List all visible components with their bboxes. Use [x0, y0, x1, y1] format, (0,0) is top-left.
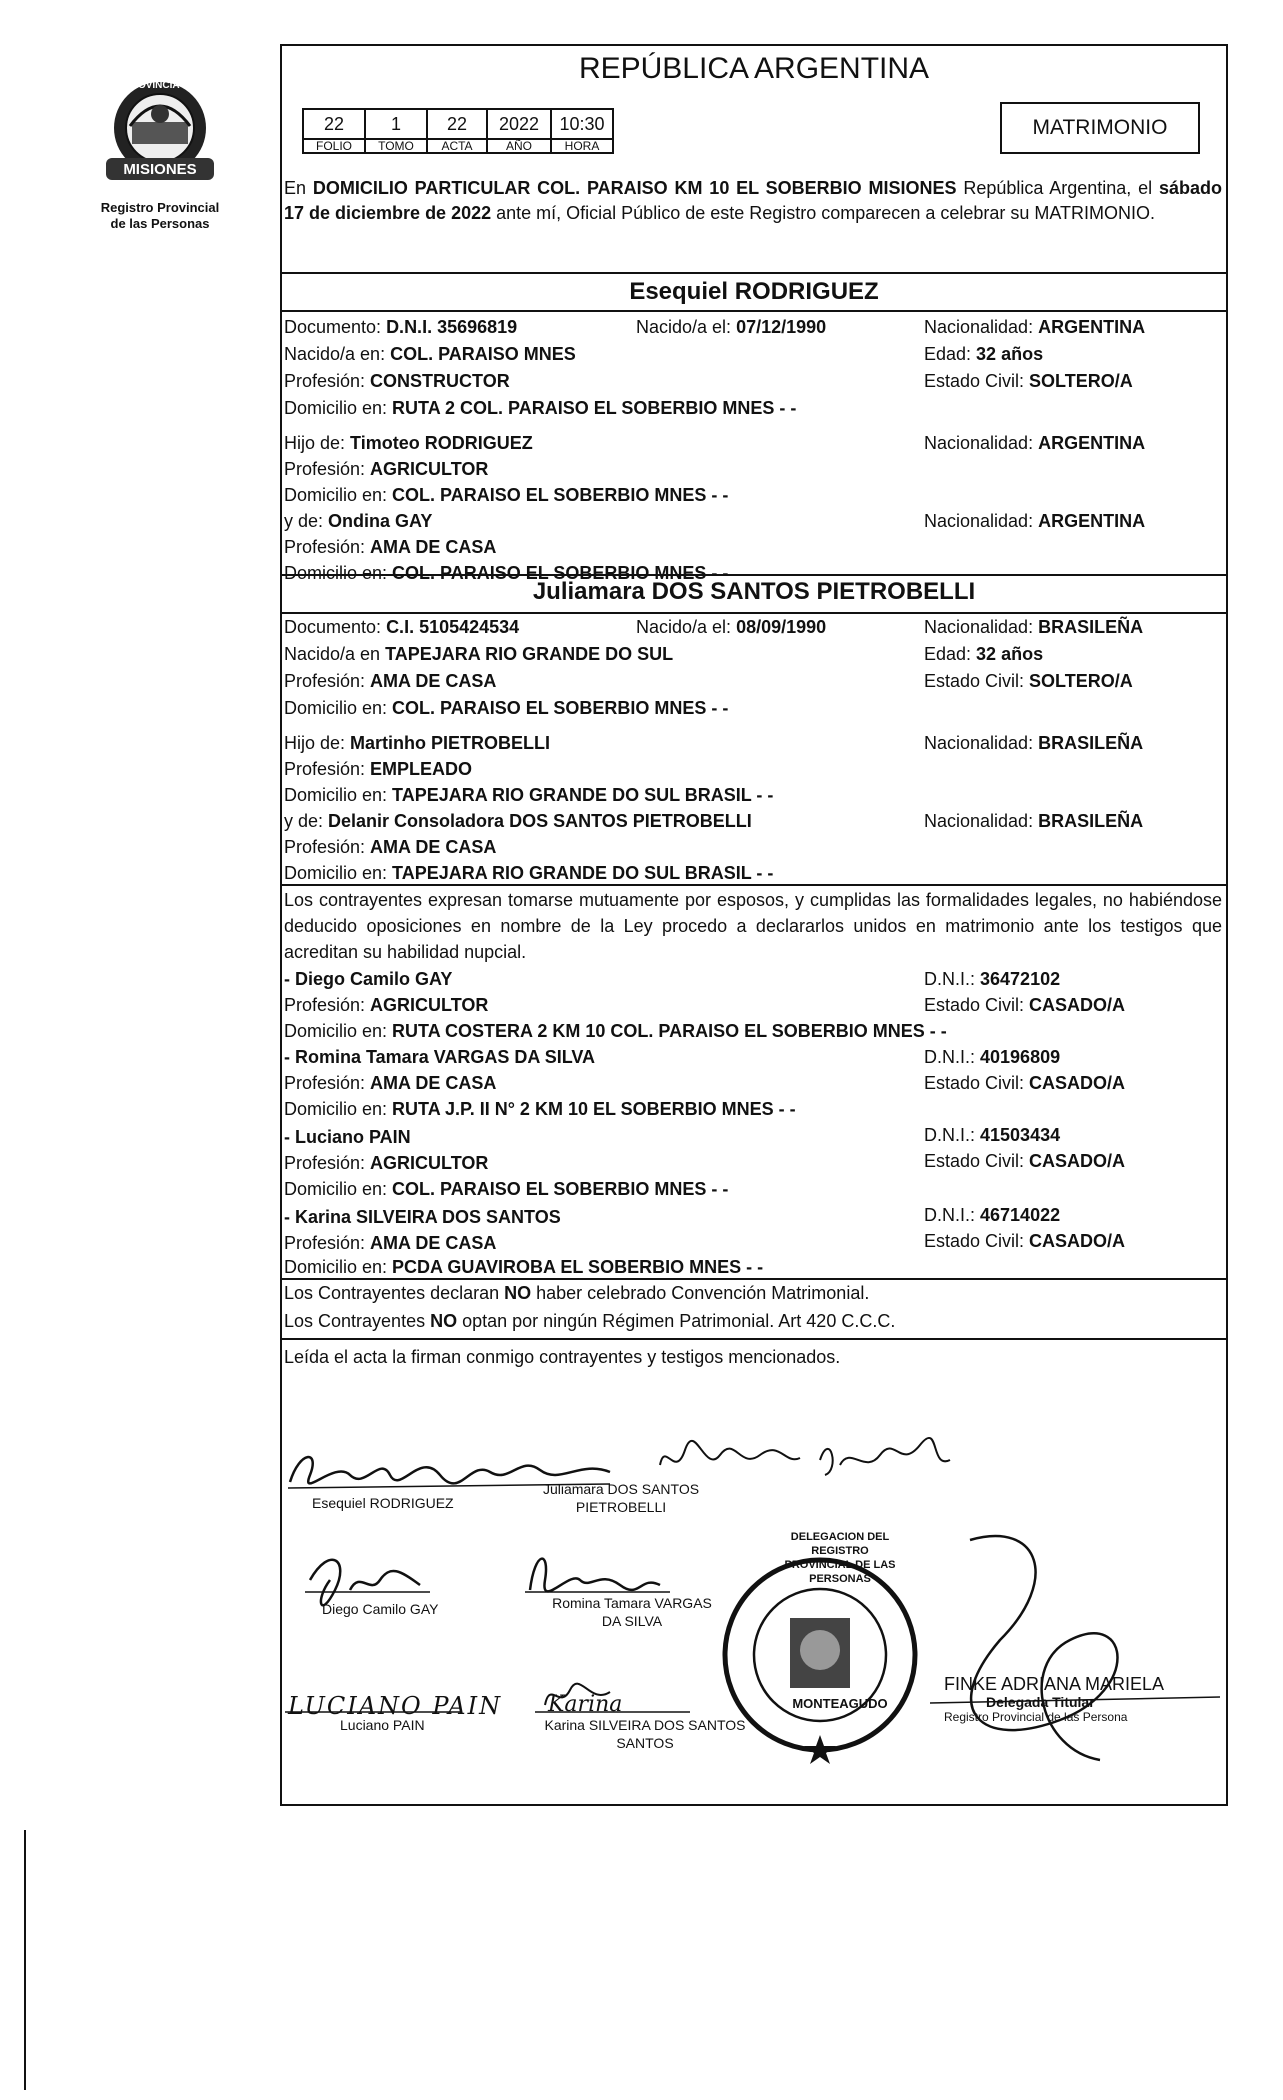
declaration-paragraph: Los contrayentes expresan tomarse mutuamente por esposos, y cumplidas las formalidades legales, no habiéndose deducido oposiciones en nombre de la Ley procedo a declararlos unidos en matrimonio ante los testigos que acreditan su habilidad nupcial.	[284, 890, 1222, 962]
value: AMA DE CASA	[370, 671, 497, 691]
text: optan por ningún Régimen Patrimonial. Art 420 C.C.C.	[457, 1311, 896, 1331]
value: 08/09/1990	[736, 617, 827, 637]
value: COL. PARAISO EL SOBERBIO MNES - -	[392, 698, 729, 718]
spouse1-birthplace	[284, 343, 576, 365]
spouse1-age	[924, 343, 1043, 365]
value: AMA DE CASA	[370, 837, 497, 857]
label: Hijo de:	[284, 733, 351, 753]
spouse2-father-profession	[284, 758, 472, 780]
label: Hijo de:	[284, 433, 351, 453]
label: Documento:	[284, 317, 387, 337]
value: TAPEJARA RIO GRANDE DO SUL BRASIL - -	[392, 863, 774, 883]
convention-note	[284, 1282, 869, 1304]
label: Nacido/a el:	[636, 617, 737, 637]
spouse1-father-address	[284, 484, 728, 506]
value: BRASILEÑA	[1038, 617, 1144, 637]
label: Profesión:	[284, 1153, 371, 1173]
label: Nacionalidad:	[924, 733, 1039, 753]
value: CASADO/A	[1029, 1151, 1126, 1171]
year-value: 2022	[487, 109, 551, 139]
spouse1-father-nationality	[924, 432, 1145, 454]
label: Nacionalidad:	[924, 317, 1039, 337]
spouse1-profession	[284, 370, 510, 392]
value: 46714022	[980, 1205, 1061, 1225]
value: 36472102	[980, 969, 1061, 989]
value: Delanir Consoladora DOS SANTOS PIETROBELLI	[328, 811, 752, 831]
spouse2-civil-status	[924, 670, 1133, 692]
label: Nacido/a en:	[284, 344, 391, 364]
spouse2-mother	[284, 810, 752, 832]
label: Estado Civil:	[924, 995, 1030, 1015]
patrimonial-regime-note	[284, 1310, 895, 1332]
registry-logo-emblem	[100, 66, 220, 196]
sig-label-luciano: Luciano PAIN	[340, 1717, 425, 1733]
signature-karina-text: Karina	[548, 1692, 623, 1717]
value: AMA DE CASA	[370, 537, 497, 557]
witness3-address	[284, 1178, 728, 1200]
label: y de:	[284, 511, 329, 531]
ceremony-place: DOMICILIO PARTICULAR COL. PARAISO KM 10 EL SOBERBIO MISIONES	[312, 178, 957, 198]
label: Nacionalidad:	[924, 433, 1039, 453]
ceremony-date: sábado 17 de diciembre de 2022	[284, 178, 1222, 223]
label: Nacido/a el:	[636, 317, 737, 337]
label: Estado Civil:	[924, 1073, 1030, 1093]
sig-label-esequiel: Esequiel RODRIGUEZ	[312, 1495, 454, 1511]
spouse1-civil-status	[924, 370, 1133, 392]
label: y de:	[284, 811, 329, 831]
witness2-civil-status	[924, 1072, 1125, 1094]
tomo-label: TOMO	[365, 139, 427, 153]
record-numbers-table	[302, 108, 614, 154]
label: Nacido/a en	[284, 644, 386, 664]
label: Profesión:	[284, 1233, 371, 1253]
text: Los Contrayentes declaran	[284, 1283, 505, 1303]
label: Profesión:	[284, 371, 371, 391]
value: AGRICULTOR	[370, 1153, 489, 1173]
signature-romina	[530, 1559, 660, 1592]
value: Martinho PIETROBELLI	[350, 733, 551, 753]
value: CASADO/A	[1029, 1231, 1126, 1251]
emphasis: NO	[504, 1283, 532, 1303]
label: Profesión:	[284, 837, 371, 857]
label: Profesión:	[284, 459, 371, 479]
label: Estado Civil:	[924, 1231, 1030, 1251]
label: D.N.I.:	[924, 969, 981, 989]
label: Profesión:	[284, 759, 371, 779]
witness4-address	[284, 1256, 763, 1278]
acta-label: ACTA	[427, 139, 487, 153]
spouse2-birthplace	[284, 643, 673, 665]
label: Documento:	[284, 617, 387, 637]
witness4-profession	[284, 1232, 496, 1254]
spouse2-father-nationality	[924, 732, 1143, 754]
tomo-value: 1	[365, 109, 427, 139]
label: Domicilio en:	[284, 1099, 393, 1119]
logo-caption-line1: Registro Provincial	[100, 200, 220, 215]
witness4-name	[284, 1206, 561, 1228]
line: DA SILVA	[601, 1613, 663, 1629]
seal-town: MONTEAGUDO	[792, 1696, 888, 1711]
witness2-profession	[284, 1072, 496, 1094]
spouse1-civil-value: SOLTERO/A	[1029, 371, 1133, 391]
divider	[280, 612, 1228, 614]
spouse1-nat-value: ARGENTINA	[1038, 317, 1146, 337]
value: EMPLEADO	[370, 759, 473, 779]
spouse1-nationality	[924, 316, 1145, 338]
line: PIETROBELLI	[575, 1499, 667, 1515]
label: D.N.I.:	[924, 1125, 981, 1145]
value: CASADO/A	[1029, 1073, 1126, 1093]
label: D.N.I.:	[924, 1047, 981, 1067]
witness1-dni	[924, 968, 1060, 990]
witness3-profession	[284, 1152, 488, 1174]
label: Domicilio en:	[284, 1257, 393, 1277]
witness3-dni	[924, 1124, 1060, 1146]
spouse2-birthdate	[636, 616, 826, 638]
logo-ribbon-text: MISIONES	[123, 161, 197, 178]
spouse1-doc-value: D.N.I. 35696819	[386, 317, 518, 337]
witness1-address	[284, 1020, 947, 1042]
spouse1-dom-value: RUTA 2 COL. PARAISO EL SOBERBIO MNES - -	[392, 398, 797, 418]
signature-diego	[310, 1560, 420, 1606]
label: Profesión:	[284, 537, 371, 557]
text: Los Contrayentes	[284, 1311, 431, 1331]
label: Domicilio en:	[284, 1021, 393, 1041]
value: TAPEJARA RIO GRANDE DO SUL	[385, 644, 674, 664]
registry-logo	[100, 66, 220, 196]
value: Ondina GAY	[328, 511, 433, 531]
text: haber celebrado Convención Matrimonial.	[531, 1283, 870, 1303]
witness3-name	[284, 1126, 411, 1148]
spouse2-mother-address	[284, 862, 773, 884]
official-name: FINKE ADRIANA MARIELA	[944, 1674, 1165, 1694]
spouse1-mother	[284, 510, 432, 532]
label: Domicilio en:	[284, 563, 393, 583]
value: COL. PARAISO EL SOBERBIO MNES - -	[392, 1179, 729, 1199]
document-title: REPÚBLICA ARGENTINA	[578, 52, 930, 85]
value: COL. PARAISO EL SOBERBIO MNES - -	[392, 563, 729, 583]
spouse1-name: Esequiel RODRIGUEZ	[629, 278, 879, 305]
acta-value: 22	[427, 109, 487, 139]
value: PCDA GUAVIROBA EL SOBERBIO MNES - -	[392, 1257, 764, 1277]
value: TAPEJARA RIO GRANDE DO SUL BRASIL - -	[392, 785, 774, 805]
sig-label-diego: Diego Camilo GAY	[322, 1601, 439, 1617]
label: Edad:	[924, 644, 977, 664]
spouse2-mother-profession	[284, 836, 496, 858]
value: AGRICULTOR	[370, 459, 489, 479]
value: C.I. 5105424534	[386, 617, 520, 637]
intro-text-3: ante mí, Oficial Público de este Registro comparecen a celebrar su MATRIMONIO.	[491, 203, 1156, 223]
line: Romina Tamara VARGAS	[552, 1595, 712, 1611]
label: Profesión:	[284, 671, 371, 691]
spouse1-father-profession	[284, 458, 488, 480]
intro-text-1: En	[284, 178, 313, 198]
divider	[280, 884, 1228, 886]
year-label: AÑO	[487, 139, 551, 153]
value: AGRICULTOR	[370, 995, 489, 1015]
spouse2-nationality	[924, 616, 1143, 638]
value: SOLTERO/A	[1029, 671, 1133, 691]
time-value: 10:30	[551, 109, 613, 139]
spouse2-father	[284, 732, 550, 754]
folio-value: 22	[303, 109, 365, 139]
spouse2-document	[284, 616, 519, 638]
spouse1-prof-value: CONSTRUCTOR	[370, 371, 510, 391]
witness1-profession	[284, 994, 488, 1016]
divider	[280, 1278, 1228, 1280]
line: Juliamara DOS SANTOS	[542, 1481, 700, 1497]
spouse1-document	[284, 316, 517, 338]
label: Domicilio en:	[284, 398, 393, 418]
spouse1-mother-nationality	[924, 510, 1145, 532]
logo-caption-line2: de las Personas	[110, 216, 210, 231]
witness3-civil-status	[924, 1150, 1125, 1172]
spouse1-age-value: 32 años	[976, 344, 1044, 364]
spouse2-profession	[284, 670, 496, 692]
sig-label-romina	[532, 1594, 732, 1630]
divider	[280, 1338, 1228, 1340]
label: Nacionalidad:	[924, 617, 1039, 637]
label: Profesión:	[284, 1073, 371, 1093]
sig-label-juliamara	[536, 1480, 706, 1516]
official-signature	[970, 1536, 1118, 1760]
spouse2-father-address	[284, 784, 773, 806]
line: Karina SILVEIRA DOS SANTOS	[544, 1717, 746, 1733]
value: BRASILEÑA	[1038, 733, 1144, 753]
label: Domicilio en:	[284, 698, 393, 718]
value: BRASILEÑA	[1038, 811, 1144, 831]
value: - Luciano PAIN	[284, 1127, 411, 1147]
witness1-name	[284, 968, 452, 990]
emphasis: NO	[430, 1311, 458, 1331]
label: Profesión:	[284, 995, 371, 1015]
sig-label-karina	[540, 1716, 750, 1752]
witness4-dni	[924, 1204, 1060, 1226]
intro-text-2: República Argentina, el	[956, 178, 1159, 198]
document-type-badge: MATRIMONIO	[1000, 102, 1200, 154]
witness2-dni	[924, 1046, 1060, 1068]
witness2-name	[284, 1046, 595, 1068]
spouse2-name: Juliamara DOS SANTOS PIETROBELLI	[532, 578, 976, 605]
signature-juliamara	[660, 1441, 800, 1465]
label: Edad:	[924, 344, 977, 364]
value: 32 años	[976, 644, 1044, 664]
witness1-civil-status	[924, 994, 1125, 1016]
value: ARGENTINA	[1038, 511, 1146, 531]
label: Estado Civil:	[924, 1151, 1030, 1171]
value: - Diego Camilo GAY	[284, 969, 453, 989]
logo-arc-text: PROVINCIA DE	[124, 80, 196, 91]
label: Domicilio en:	[284, 863, 393, 883]
divider	[280, 272, 1228, 274]
spouse2-mother-nationality	[924, 810, 1143, 832]
line: SANTOS	[616, 1735, 674, 1751]
spouse1-father	[284, 432, 533, 454]
label: Nacionalidad:	[924, 511, 1039, 531]
label: Estado Civil:	[924, 671, 1030, 691]
seal-ring-text: DELEGACION DEL REGISTRO PROVINCIAL DE LAS PERSONAS	[784, 1531, 896, 1585]
folio-label: FOLIO	[303, 139, 365, 153]
value: RUTA COSTERA 2 KM 10 COL. PARAISO EL SOBERBIO MNES - -	[392, 1021, 947, 1041]
value: 40196809	[980, 1047, 1061, 1067]
label: Estado Civil:	[924, 371, 1030, 391]
value: RUTA J.P. II N° 2 KM 10 EL SOBERBIO MNES - -	[392, 1099, 796, 1119]
value: 41503434	[980, 1125, 1061, 1145]
value: AMA DE CASA	[370, 1233, 497, 1253]
label: D.N.I.:	[924, 1205, 981, 1225]
spouse1-mother-profession	[284, 536, 496, 558]
signature-luciano: LUCIANO PAIN	[288, 1692, 503, 1720]
spouse2-age	[924, 643, 1043, 665]
spouse1-birthdate	[636, 316, 826, 338]
spouse1-birth-value: 07/12/1990	[736, 317, 827, 337]
value: - Karina SILVEIRA DOS SANTOS	[284, 1207, 561, 1227]
time-label: HORA	[551, 139, 613, 153]
divider	[280, 310, 1228, 312]
spouse1-father-value: Timoteo RODRIGUEZ	[350, 433, 533, 453]
value: - Romina Tamara VARGAS DA SILVA	[284, 1047, 596, 1067]
value: CASADO/A	[1029, 995, 1126, 1015]
value: COL. PARAISO EL SOBERBIO MNES - -	[392, 485, 729, 505]
official-office: Registro Provincial de las Persona	[944, 1710, 1128, 1724]
intro-paragraph	[284, 176, 1222, 226]
witness4-civil-status	[924, 1230, 1125, 1252]
label: Nacionalidad:	[924, 811, 1039, 831]
closing-statement: Leída el acta la firman conmigo contrayentes y testigos mencionados.	[284, 1347, 841, 1367]
logo-caption	[88, 200, 232, 232]
spouse1-address	[284, 397, 796, 419]
spouse2-address	[284, 697, 728, 719]
divider	[280, 574, 1228, 576]
value: ARGENTINA	[1038, 433, 1146, 453]
value: AMA DE CASA	[370, 1073, 497, 1093]
official-role: Delegada Titular	[986, 1694, 1095, 1710]
label: Domicilio en:	[284, 1179, 393, 1199]
label: Domicilio en:	[284, 485, 393, 505]
scan-edge-mark	[24, 1830, 26, 2090]
label: Domicilio en:	[284, 785, 393, 805]
spouse1-born-value: COL. PARAISO MNES	[390, 344, 576, 364]
witness2-address	[284, 1098, 796, 1120]
